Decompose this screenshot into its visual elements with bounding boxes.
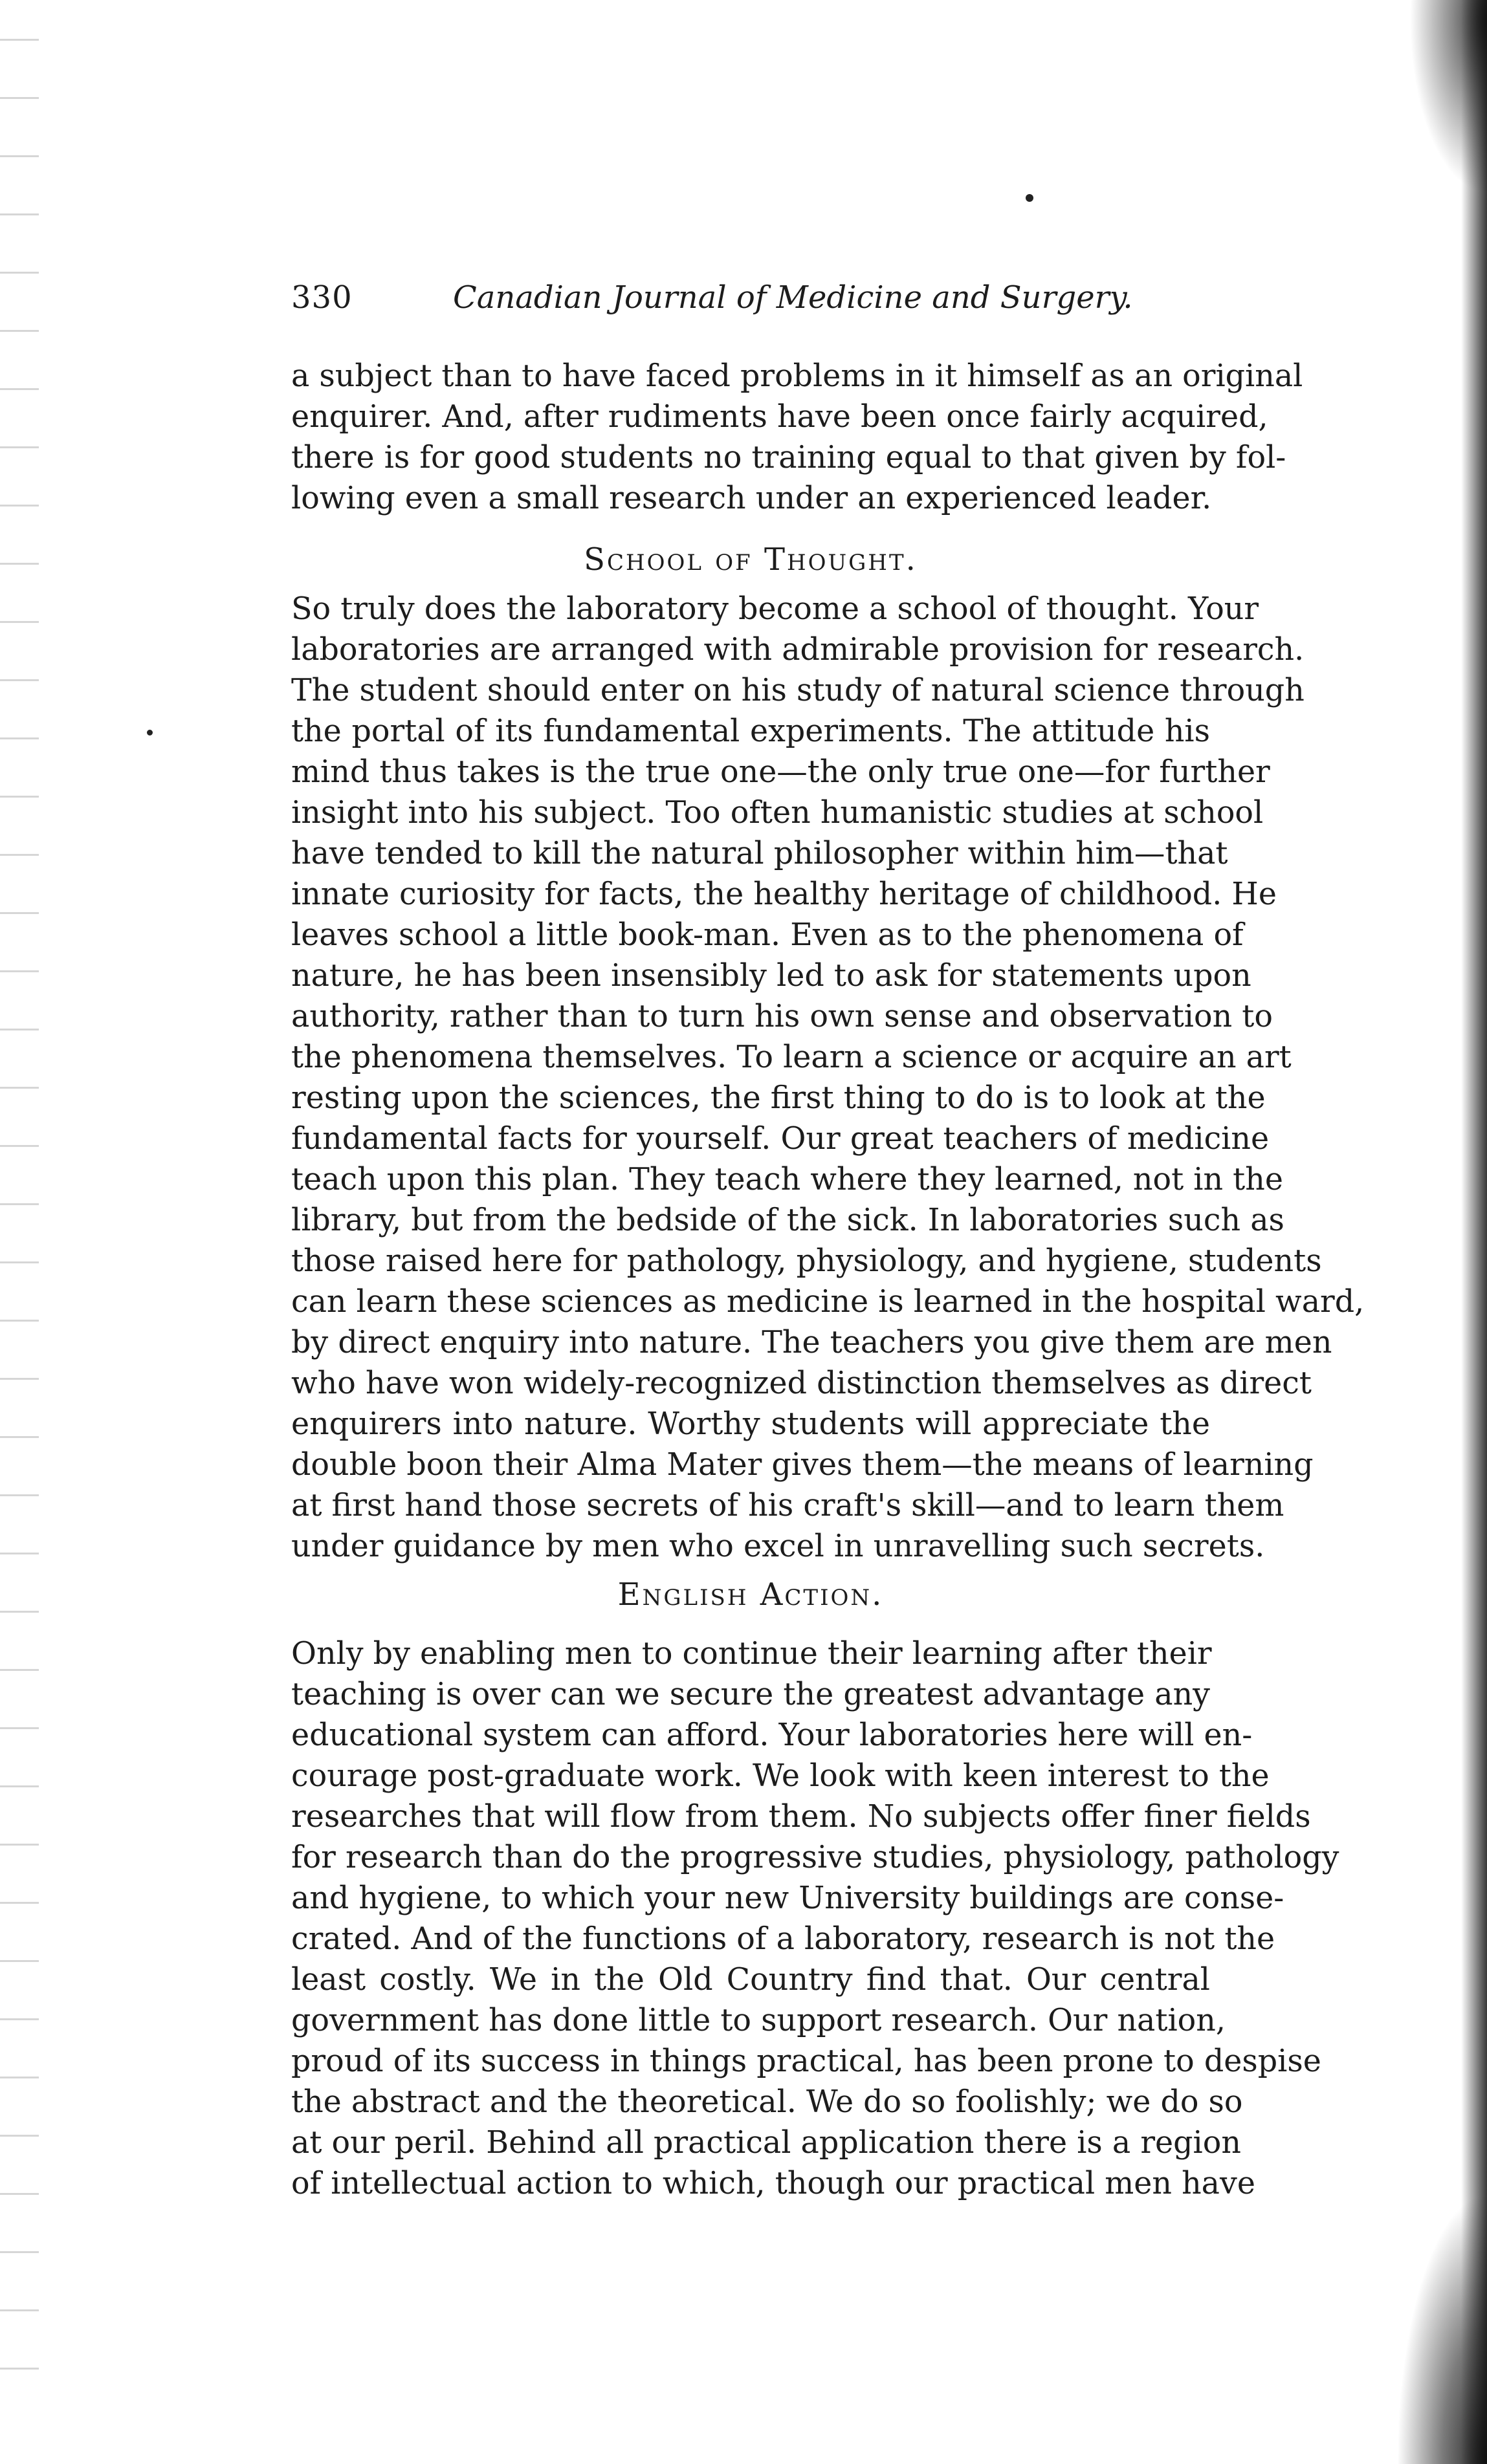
ink-speck [147, 730, 153, 736]
text-line: resting upon the sciences, the first thing to do is to look at the [291, 1080, 1266, 1116]
text-line: library, but from the bedside of the sick. In laboratories such as [291, 1203, 1284, 1238]
paragraph-english-action [291, 1633, 1339, 2204]
scan-left-edge [0, 39, 39, 2400]
text-line: educational system can afford. Your laboratories here will en- [291, 1717, 1253, 1753]
scan-right-edge [1461, 0, 1487, 2464]
text-line: by direct enquiry into nature. The teachers you give them are men [291, 1325, 1332, 1360]
text-line: have tended to kill the natural philosopher within him—that [291, 836, 1228, 871]
text-line: government has done little to support research. Our nation, [291, 2003, 1226, 2038]
text-line: So truly does the laboratory become a school of thought. Your [291, 591, 1259, 627]
section-heading-english-action: English Action. [617, 1576, 884, 1613]
paragraph-intro [291, 356, 1303, 519]
text-line: leaves school a little book-man. Even as to the phenomena of [291, 917, 1244, 953]
text-line: proud of its success in things practical, has been prone to despise [291, 2044, 1321, 2079]
text-line: who have won widely-recognized distinction themselves as direct [291, 1366, 1312, 1401]
text-line: enquirer. And, after rudiments have been once fairly acquired, [291, 399, 1268, 435]
text-line: a subject than to have faced problems in it himself as an original [291, 358, 1303, 394]
page-number: 330 [291, 279, 353, 316]
text-line: laboratories are arranged with admirable provision for research. [291, 632, 1305, 668]
text-line: the phenomena themselves. To learn a science or acquire an art [291, 1040, 1292, 1075]
scan-corner-shadow-top [1409, 0, 1487, 194]
text-line: least costly. We in the Old Country find that. Our central [291, 1962, 1210, 1998]
text-line: crated. And of the functions of a laboratory, research is not the [291, 1921, 1275, 1957]
section-heading-school-of-thought: School of Thought. [584, 541, 918, 578]
text-line: lowing even a small research under an experienced leader. [291, 481, 1212, 516]
text-line: nature, he has been insensibly led to ask for statements upon [291, 958, 1251, 994]
text-line: innate curiosity for facts, the healthy heritage of childhood. He [291, 877, 1277, 912]
scan-corner-shadow-bottom [1396, 2192, 1487, 2464]
text-line: of intellectual action to which, though our practical men have [291, 2166, 1255, 2201]
text-line: enquirers into nature. Worthy students will appreciate the [291, 1406, 1210, 1442]
text-line: double boon their Alma Mater gives them—the means of learning [291, 1447, 1314, 1483]
running-title: Canadian Journal of Medicine and Surgery. [453, 279, 1133, 316]
text-line: for research than do the progressive studies, physiology, pathology [291, 1840, 1339, 1875]
text-line: and hygiene, to which your new University buildings are conse- [291, 1881, 1284, 1916]
text-line: courage post-graduate work. We look with keen interest to the [291, 1758, 1270, 1794]
text-line: teach upon this plan. They teach where they learned, not in the [291, 1162, 1283, 1197]
text-line: insight into his subject. Too often humanistic studies at school [291, 795, 1264, 831]
page-header [291, 272, 1210, 323]
text-line: can learn these sciences as medicine is learned in the hospital ward, [291, 1284, 1365, 1320]
text-line: there is for good students no training equal to that given by fol- [291, 440, 1286, 475]
text-line: the abstract and the theoretical. We do so foolishly; we do so [291, 2084, 1243, 2120]
text-line: Only by enabling men to continue their learning after their [291, 1636, 1212, 1672]
paragraph-school-of-thought [291, 589, 1365, 1567]
text-line: those raised here for pathology, physiology, and hygiene, students [291, 1243, 1322, 1279]
text-line: fundamental facts for yourself. Our great teachers of medicine [291, 1121, 1270, 1157]
text-line: authority, rather than to turn his own sense and observation to [291, 999, 1273, 1034]
text-line: The student should enter on his study of natural science through [291, 673, 1305, 708]
text-line: at first hand those secrets of his craft's skill—and to learn them [291, 1488, 1284, 1523]
text-line: teaching is over can we secure the greatest advantage any [291, 1677, 1210, 1712]
ink-speck [1026, 194, 1033, 202]
text-line: at our peril. Behind all practical application there is a region [291, 2125, 1241, 2161]
text-line: researches that will flow from them. No subjects offer finer fields [291, 1799, 1311, 1835]
text-line: the portal of its fundamental experiments. The attitude his [291, 714, 1210, 749]
text-line: mind thus takes is the true one—the only true one—for further [291, 754, 1270, 790]
text-line: under guidance by men who excel in unravelling such secrets. [291, 1529, 1265, 1564]
